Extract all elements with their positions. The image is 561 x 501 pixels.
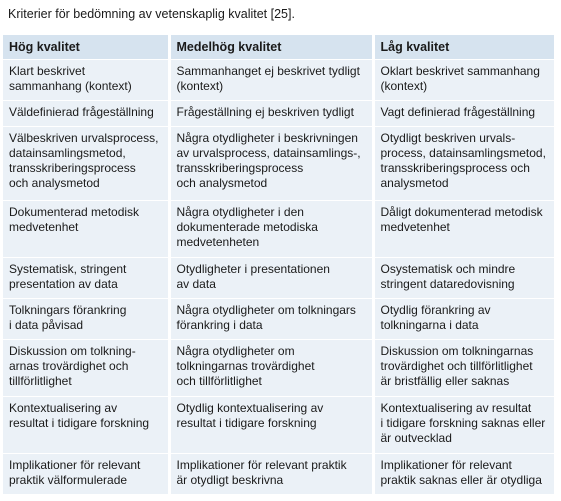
cell-text: Några otydligheter om tolkningars förankring i data: [176, 303, 356, 332]
cell-text: Implikationer för relevant praktik är otydligt beskrivna: [176, 458, 347, 487]
header-row: [3, 35, 554, 60]
table-row: [3, 397, 554, 454]
table-cell: [373, 60, 554, 101]
table-cell: [3, 258, 169, 299]
quality-criteria-table: [3, 35, 554, 494]
cell-text: Systematisk, stringent presentation av data: [9, 262, 127, 291]
table-row: [3, 258, 554, 299]
table-cell: [373, 397, 554, 454]
cell-text: Otydlig kontextualisering av resultat i tidigare forskning: [176, 401, 324, 430]
table-cell: [373, 201, 554, 258]
table-row: [3, 127, 554, 201]
table-cell: [169, 299, 373, 340]
cell-text: Välbeskriven urvalsprocess, datainsamlingsmetod, transskriberingsprocess och analysmetod: [9, 131, 159, 190]
cell-text: Några otydligheter i den dokumenterade metodiska medvetenheten: [176, 205, 318, 249]
table-cell: [169, 127, 373, 201]
cell-text: Dokumenterad metodisk medvetenhet: [9, 205, 140, 234]
cell-text: Diskussion om tolkning- arnas trovärdighet och tillförlitlighet: [9, 344, 136, 388]
table-row: [3, 60, 554, 101]
table-cell: [169, 101, 373, 127]
table-cell: [373, 454, 554, 495]
table-cell: [169, 201, 373, 258]
cell-text: Några otydligheter i beskrivningen av urvalsprocess, datainsamlings-, transskriberingsprocess och analysmetod: [176, 131, 361, 190]
table-cell: [3, 397, 169, 454]
cell-text: Dåligt dokumenterad metodisk medvetenhet: [380, 205, 543, 234]
table-cell: [169, 397, 373, 454]
cell-text: Frågeställning ej beskriven tydligt: [176, 105, 354, 119]
table-caption: Kriterier för bedömning av vetenskaplig kvalitet [25].: [8, 7, 295, 21]
table-cell: [169, 60, 373, 101]
table-row: [3, 454, 554, 495]
table-cell: [3, 60, 169, 101]
table-cell: [373, 258, 554, 299]
cell-text: Tolkningars förankring i data påvisad: [9, 303, 127, 332]
table-cell: [3, 454, 169, 495]
cell-text: Klart beskrivet sammanhang (kontext): [9, 64, 132, 93]
table-cell: [3, 127, 169, 201]
table-cell: [3, 101, 169, 127]
table-row: [3, 201, 554, 258]
cell-text: Diskussion om tolkningarnas trovärdighet och tillförlitlighet är bristfällig eller saknas: [380, 344, 534, 388]
header-medium-quality: Medelhög kvalitet: [169, 35, 373, 60]
table-cell: [373, 127, 554, 201]
cell-text: Implikationer för relevant praktik saknas eller är otydliga: [380, 458, 542, 487]
cell-text: Osystematisk och mindre stringent dataredovisning: [380, 262, 516, 291]
table-row: [3, 299, 554, 340]
cell-text: Implikationer för relevant praktik välformulerade: [9, 458, 141, 487]
table-cell: [373, 299, 554, 340]
table-row: [3, 340, 554, 397]
table-cell: [169, 258, 373, 299]
cell-text: Oklart beskrivet sammanhang (kontext): [380, 64, 540, 93]
cell-text: Några otydligheter om tolkningarnas trovärdighet och tillförlitlighet: [176, 344, 315, 388]
table-cell: [169, 454, 373, 495]
cell-text: Vagt definierad frågeställning: [380, 105, 536, 119]
header-low-quality: Låg kvalitet: [373, 35, 554, 60]
cell-text: Otydligheter i presentationen av data: [176, 262, 330, 291]
cell-text: Väldefinierad frågeställning: [9, 105, 154, 119]
table-cell: [3, 340, 169, 397]
table-cell: [373, 340, 554, 397]
table-row: [3, 101, 554, 127]
cell-text: Sammanhanget ej beskrivet tydligt (kontext): [176, 64, 360, 93]
cell-text: Otydlig förankring av tolkningarna i data: [380, 303, 491, 332]
cell-text: Otydligt beskriven urvals- process, datainsamlingsmetod, transskriberingsprocess och analysmetod: [380, 131, 546, 190]
table-cell: [3, 201, 169, 258]
cell-text: Kontextualisering av resultat i tidigare forskning saknas eller är outvecklad: [380, 401, 546, 445]
table-cell: [3, 299, 169, 340]
table-cell: [373, 101, 554, 127]
table-cell: [169, 340, 373, 397]
header-high-quality: Hög kvalitet: [3, 35, 169, 60]
cell-text: Kontextualisering av resultat i tidigare forskning: [9, 401, 150, 430]
